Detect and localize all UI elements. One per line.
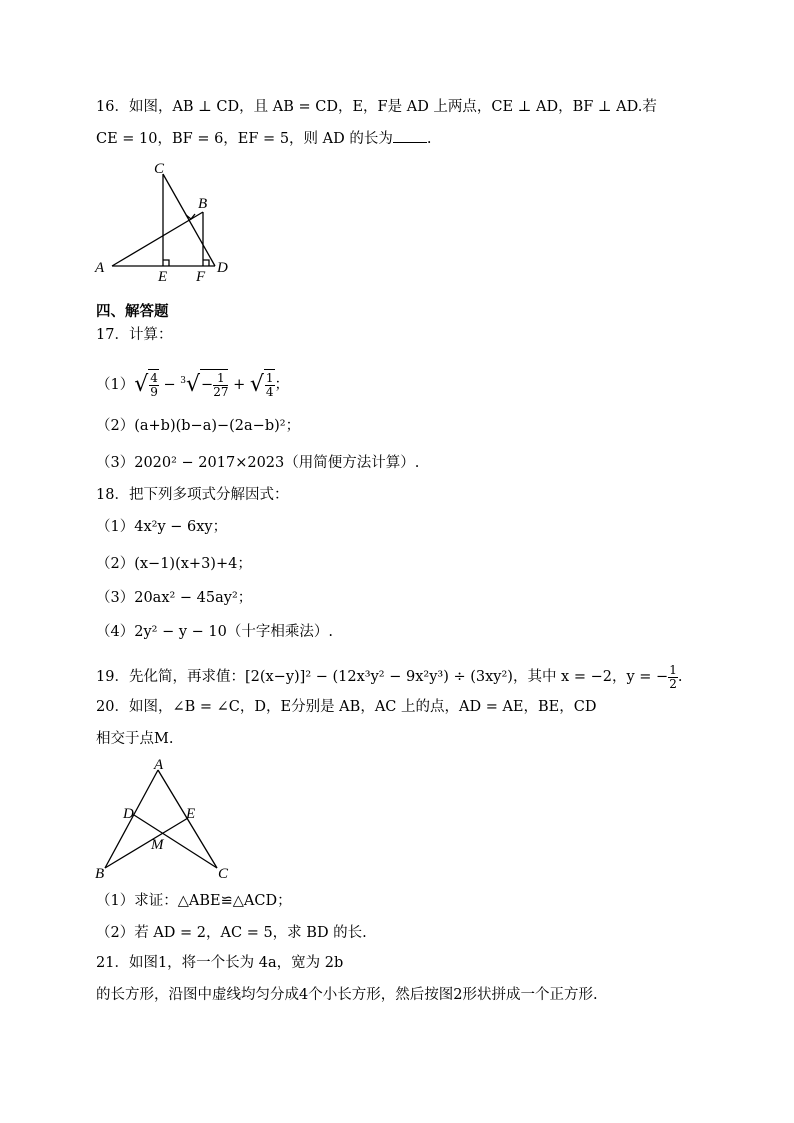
- label-b: B: [95, 866, 105, 882]
- label-c: C: [154, 161, 165, 177]
- label-a: A: [95, 260, 105, 276]
- q16-figure: [90, 155, 240, 285]
- label-e: E: [186, 806, 196, 822]
- segment-cd: [134, 815, 217, 868]
- label-a: A: [154, 757, 164, 773]
- q16-line2: [96, 128, 431, 150]
- q18-p1: （1）4x²y − 6xy；: [96, 519, 228, 535]
- q18-p3: （3）20ax² − 45ay²；: [96, 590, 253, 606]
- q21-line2: 的长方形，沿图中虚线均匀分成4个小长方形，然后按图2形状拼成一个正方形.: [96, 987, 598, 1003]
- label-e: E: [158, 269, 168, 285]
- section-heading: 四、解答题: [96, 303, 169, 320]
- q16-line1: 16．如图，AB ⊥ CD，且 AB = CD，E，F是 AD 上两点，CE ⊥ AD，BF ⊥ AD.若: [96, 99, 657, 115]
- q20-p1: （1）求证：△ABE≌△ACD；: [96, 893, 292, 909]
- label-c: C: [218, 866, 229, 882]
- label-m: M: [151, 837, 164, 853]
- q19-fraction: $\frac{1}{2}$: [669, 662, 677, 691]
- q20-p2: （2）若 AD = 2，AC = 5，求 BD 的长.: [96, 925, 367, 941]
- label-b: B: [198, 196, 208, 212]
- q17-p2: （2）(a+b)(b−a)−(2a−b)²；: [96, 418, 301, 434]
- right-angle-mark-e: [163, 260, 169, 266]
- q20-line1: 20．如图，∠B = ∠C，D，E分别是 AB，AC 上的点，AD = AE，BE，CD: [96, 699, 597, 715]
- label-f: F: [196, 269, 206, 285]
- right-angle-mark-f: [203, 260, 209, 266]
- q17-p3: （3）2020² − 2017×2023（用简便方法计算）.: [96, 455, 420, 471]
- q16-line2-end: .: [426, 131, 432, 147]
- label-d: D: [123, 806, 134, 822]
- q18-p4: （4）2y² − y − 10（十字相乘法）.: [96, 624, 333, 640]
- q17-p1: （1）√ $\frac{4}{9}$ − $^3$√− $\frac{1}{27}$ + √ $\frac{1}{4}$ ；: [96, 370, 290, 399]
- q18-p2: （2）(x−1)(x+3)+4；: [96, 556, 252, 572]
- q19: 19．先化简，再求值：[2(x−y)]² − (12x³y² − 9x²y³) ÷ (3xy²)，其中 x = −2，y = − $\frac{1}{2}$ .: [96, 662, 683, 691]
- q16-line2-text: CE = 10，BF = 6，EF = 5，则 AD 的长为: [96, 131, 393, 147]
- q20-figure: [90, 756, 240, 886]
- q21-line1: 21．如图1，将一个长为 4a，宽为 2b: [96, 955, 344, 971]
- q17-p1-label: （1）: [96, 376, 135, 393]
- segment-cd: [163, 174, 215, 266]
- label-d: D: [217, 260, 228, 276]
- segment-be: [105, 818, 188, 868]
- q19-text: 19．先化简，再求值：[2(x−y)]² − (12x³y² − 9x²y³) ÷ (3xy²)，其中 x = −2，y = −: [96, 669, 669, 685]
- q18-title: 18．把下列多项式分解因式：: [96, 487, 289, 503]
- q20-line2: 相交于点M.: [96, 731, 174, 747]
- q17-title: 17．计算：: [96, 327, 173, 343]
- answer-blank: [393, 128, 427, 143]
